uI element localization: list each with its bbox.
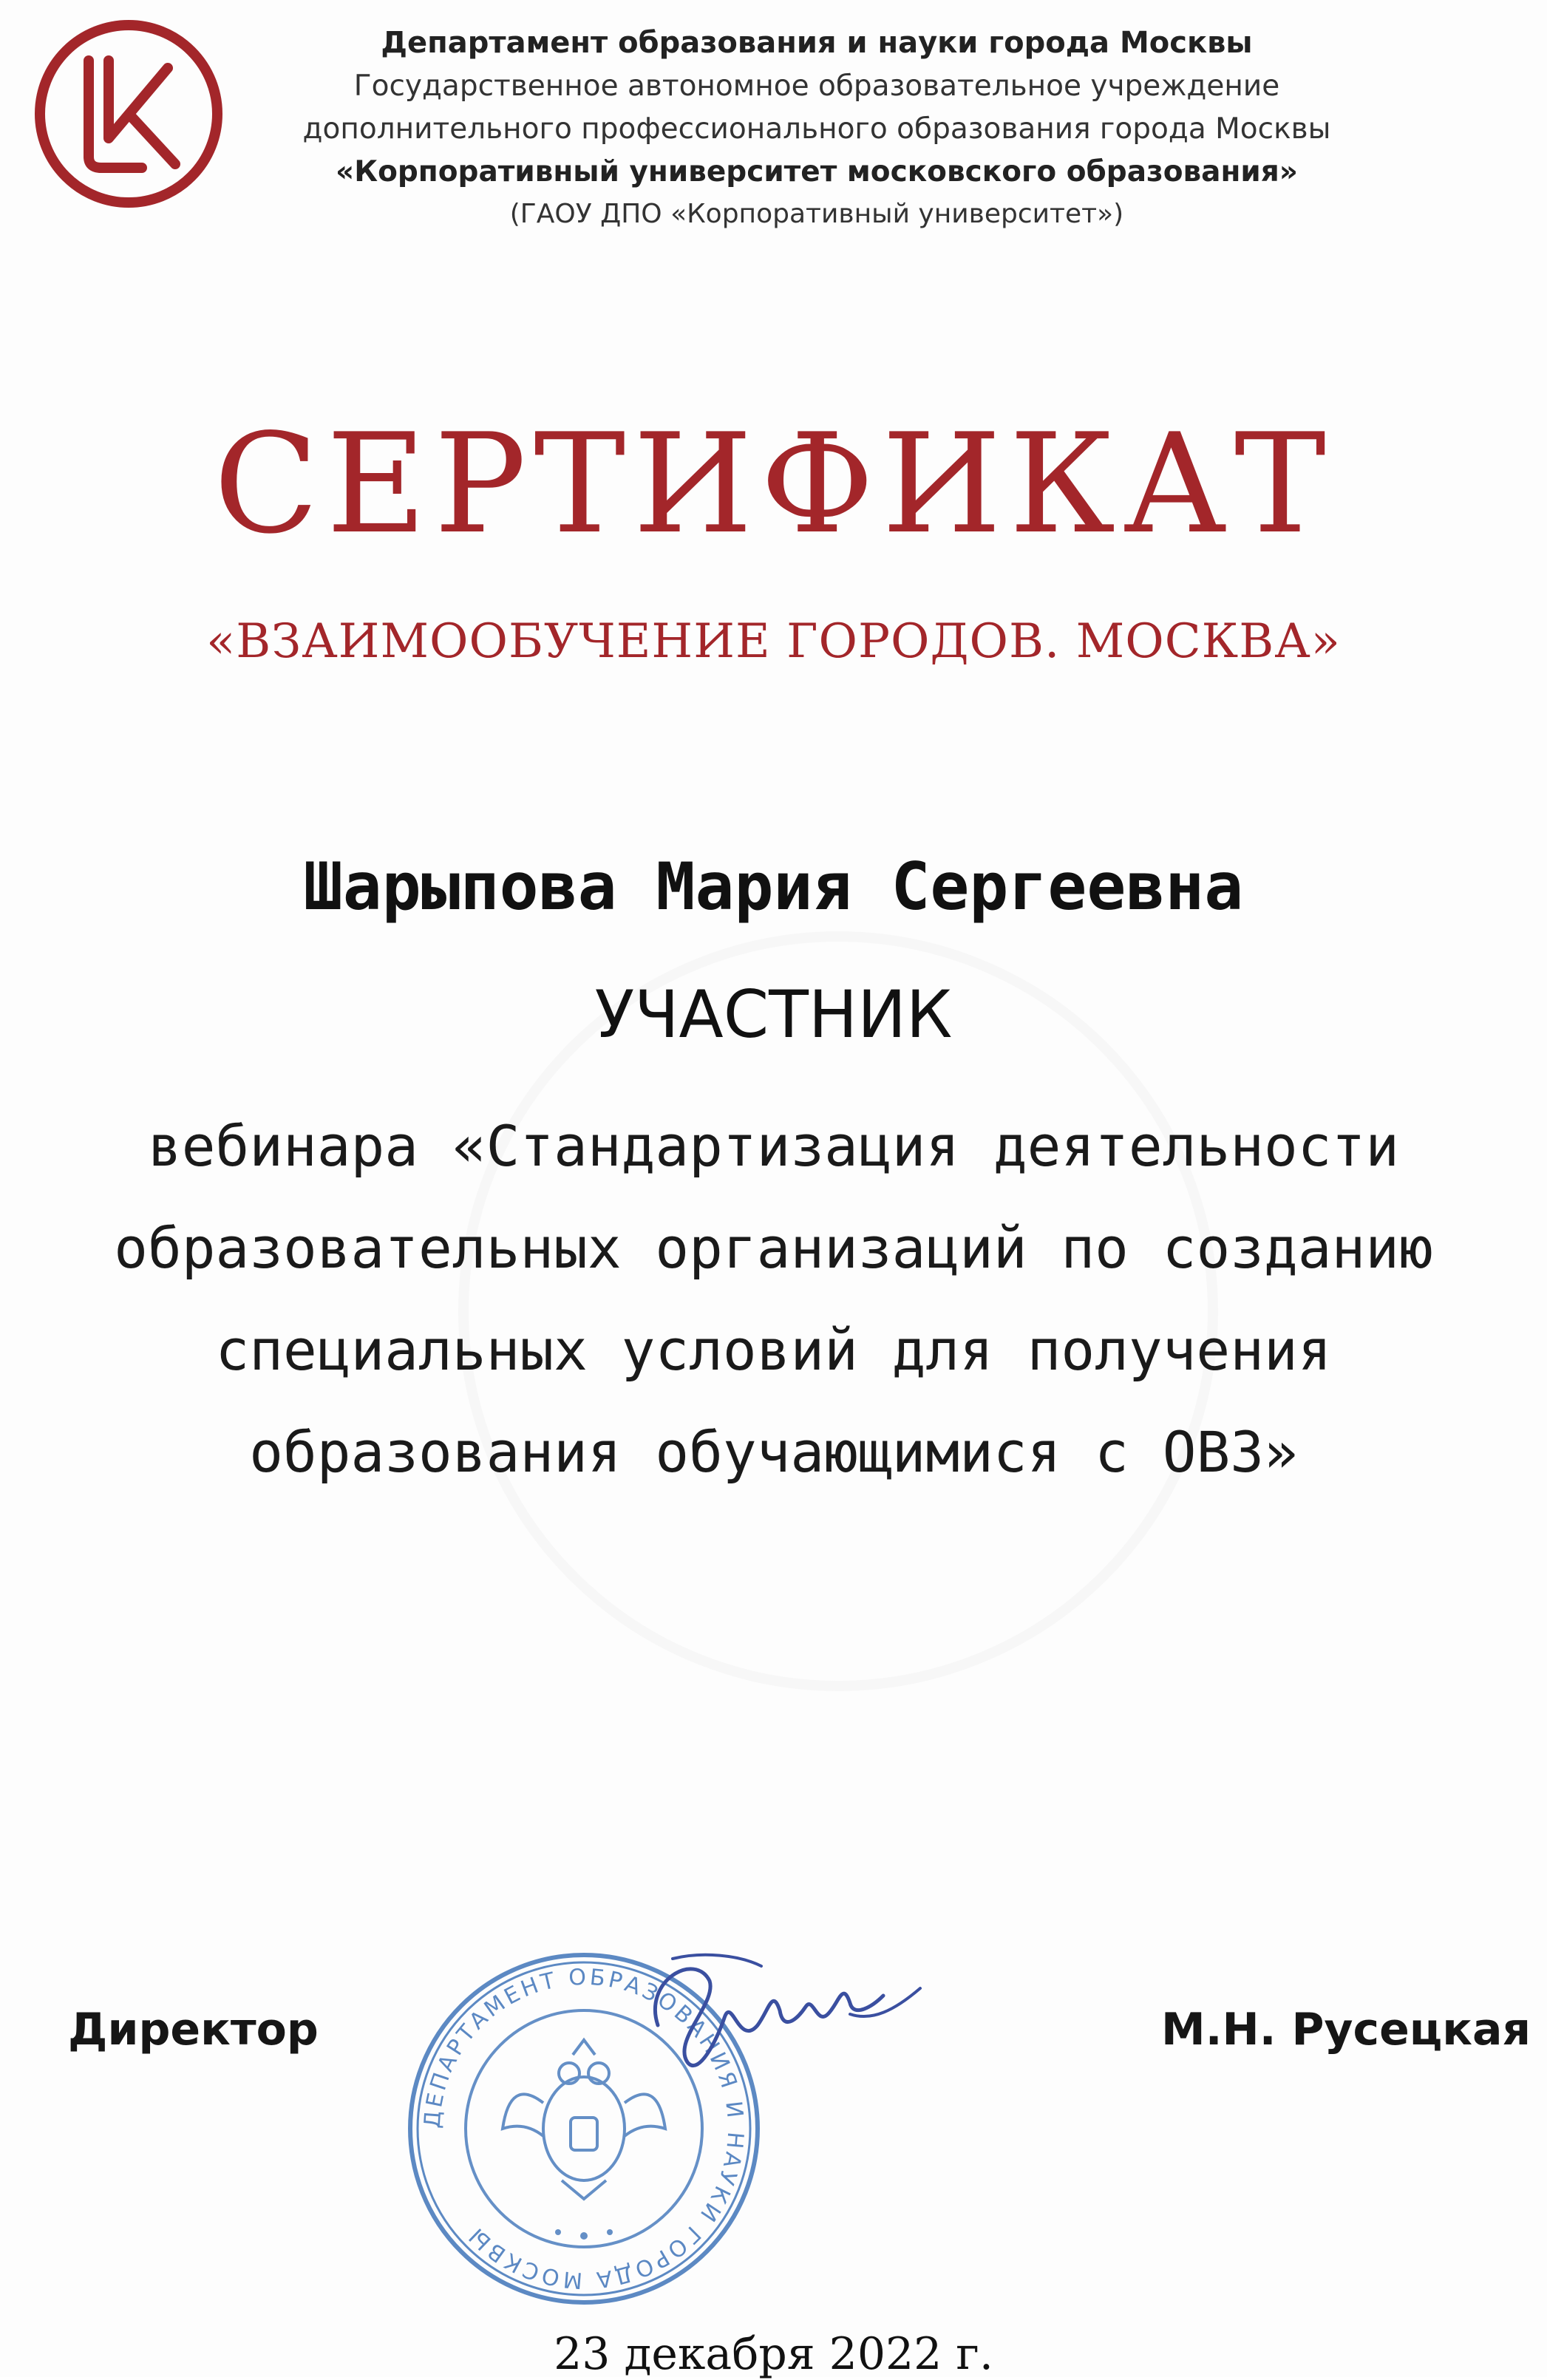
certificate-subtitle: «ВЗАИМООБУЧЕНИЕ ГОРОДОВ. МОСКВА» xyxy=(206,614,1341,669)
issuer-header xyxy=(244,21,1390,235)
issue-date: 23 декабря 2022 г. xyxy=(554,2328,993,2380)
institution-line-1: Государственное автономное образовательное учреждение xyxy=(353,69,1280,103)
director-label: Директор xyxy=(68,2004,319,2056)
certificate-title: СЕРТИФИКАТ xyxy=(214,404,1333,564)
description-line: специальных условий для получения xyxy=(215,1317,1332,1383)
event-description xyxy=(30,1095,1517,1503)
department-name: Департамент образования и науки города Москвы xyxy=(381,26,1253,60)
description-line: образования обучающимися с ОВЗ» xyxy=(249,1419,1298,1485)
corporate-university-logo-icon xyxy=(31,16,227,212)
recipient-role: УЧАСТНИК xyxy=(594,976,953,1053)
description-line: образовательных организаций по созданию xyxy=(114,1215,1433,1281)
director-signature-icon xyxy=(628,1937,939,2099)
director-name: М.Н. Русецкая xyxy=(1161,2004,1531,2056)
svg-text:ДЕПАРТАМЕНТ ОБРАЗОВАНИЯ И НАУК: ДЕПАРТАМЕНТ ОБРАЗОВАНИЯ И НАУКИ ГОРОДА МОСКВЫ xyxy=(419,1964,749,2294)
institution-line-2: дополнительного профессионального образования города Москвы xyxy=(302,112,1331,146)
recipient-name: Шарыпова Мария Сергеевна xyxy=(303,849,1244,925)
institution-abbreviation: (ГАОУ ДПО «Корпоративный университет») xyxy=(509,199,1124,229)
institution-name: «Корпоративный университет московского образования» xyxy=(336,155,1298,188)
description-line: вебинара «Стандартизация деятельности xyxy=(148,1113,1399,1179)
